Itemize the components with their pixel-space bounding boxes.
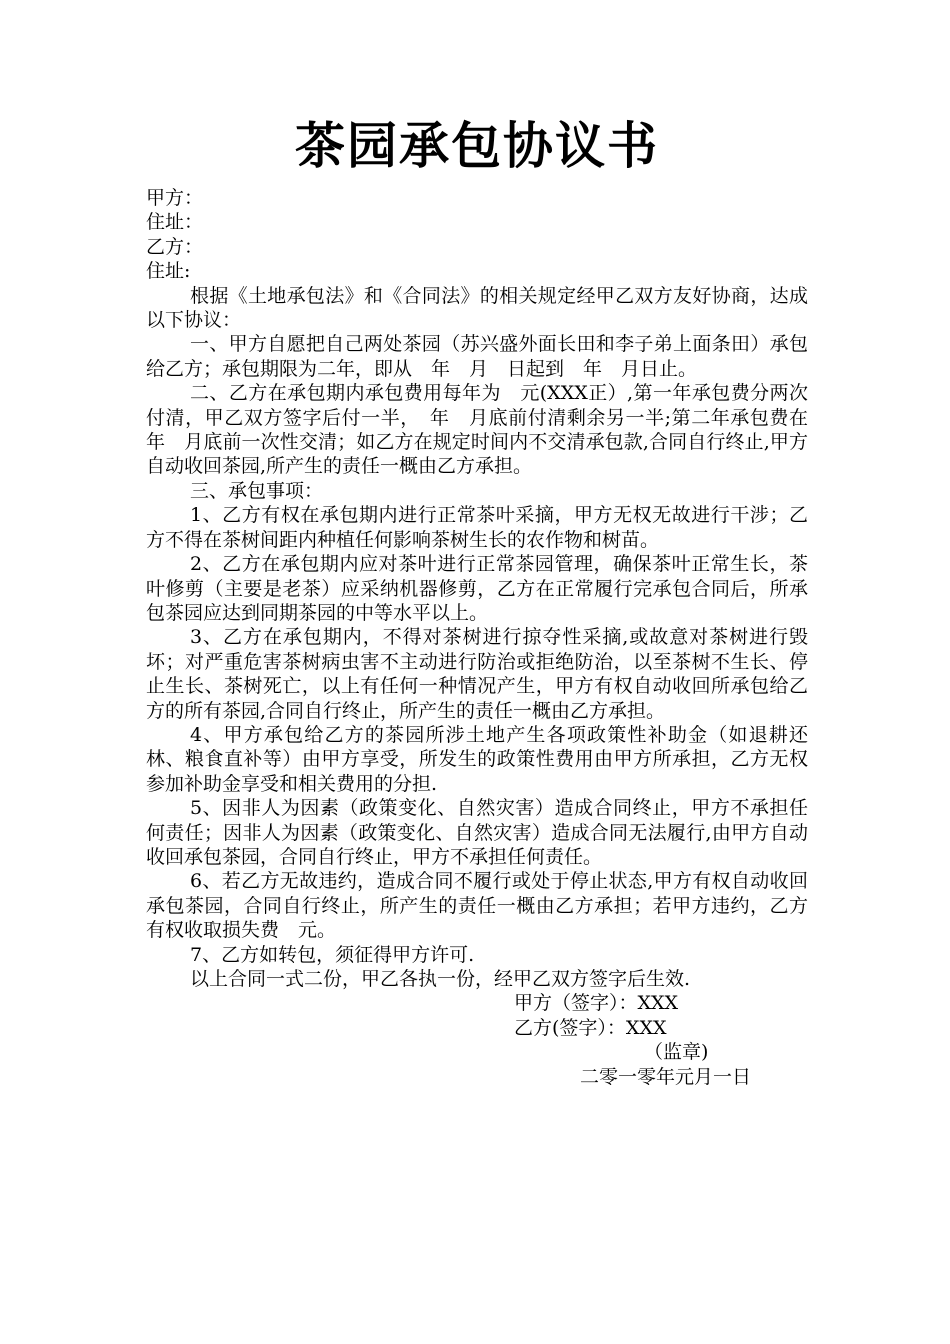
party-a-field: 甲方： [146,187,204,209]
document-page [146,110,828,1089]
preamble-paragraph: 根据《土地承包法》和《合同法》的相关规定经甲乙双方友好协商，达成以下协议： [146,284,808,332]
item-6-paragraph: 6、若乙方无故违约，造成合同不履行或处于停止状态,甲方有权自动收回承包茶园，合同自行终止，所产生的责任一概由乙方承担；若甲方违约，乙方有权收取损失费 元。 [146,870,808,942]
clause-1-paragraph: 一、甲方自愿把自己两处茶园（苏兴盛外面长田和李子弟上面条田）承包给乙方；承包期限为二年，即从 年 月 日起到 年 月日止。 [146,333,808,380]
party-a-address-field: 住址： [146,211,204,234]
clause-3-heading: 三、承包事项： [190,479,324,502]
witness-seal: （监章) [644,1041,709,1064]
signing-date: 二零一零年元月一日 [580,1065,752,1088]
closing-paragraph: 以上合同一式二份，甲乙各执一份，经甲乙双方签字后生效. [190,968,691,990]
clause-2-paragraph: 二、乙方在承包期内承包费用每年为 元(XXX正）,第一年承包费分两次付清，甲乙双方签字后付一半， 年 月底前付清剩余另一半;第二年承包费在 年 月底前一次性交清；如乙方在规定时间内不交清承包款,合同自行终止,甲方自动收回茶园,所产生的责任一概由乙方承担。 [146,382,828,478]
item-2-paragraph: 2、乙方在承包期内应对茶叶进行正常茶园管理，确保茶叶正常生长，茶叶修剪（主要是老茶）应采纳机器修剪，乙方在正常履行完承包合同后，所承包茶园应达到同期茶园的中等水平以上。 [146,553,808,624]
document-title: 茶园承包协议书 [295,116,659,175]
party-b-field: 乙方： [146,235,204,258]
item-7-paragraph: 7、乙方如转包，须征得甲方许可. [190,943,475,966]
item-5-paragraph: 5、因非人为因素（政策变化、自然灾害）造成合同终止，甲方不承担任何责任；因非人为因素（政策变化、自然灾害）造成合同无法履行,由甲方自动收回承包茶园，合同自行终止，甲方不承担任何责任。 [146,797,808,868]
party-b-signature: 乙方(签字）：XXX [514,1016,667,1039]
party-b-address-field: 住址: [146,260,191,283]
party-a-signature: 甲方（签字）：XXX [514,992,679,1015]
item-1-paragraph: 1、乙方有权在承包期内进行正常茶叶采摘，甲方无权无故进行干涉；乙方不得在茶树间距内种植任何影响茶树生长的农作物和树苗。 [146,504,808,551]
item-4-paragraph: 4、甲方承包给乙方的茶园所涉土地产生各项政策性补助金（如退耕还林、粮食直补等）由甲方享受，所发生的政策性费用由甲方所承担，乙方无权参加补助金享受和相关费用的分担. [146,723,808,795]
item-3-paragraph: 3、乙方在承包期内，不得对茶树进行掠夺性采摘,或故意对茶树进行毁坏；对严重危害茶树病虫害不主动进行防治或拒绝防治，以至茶树不生长、停止生长、茶树死亡，以上有任何一种情况产生，甲方有权自动收回所承包给乙方的所有茶园,合同自行终止，所产生的责任一概由乙方承担。 [146,626,808,722]
